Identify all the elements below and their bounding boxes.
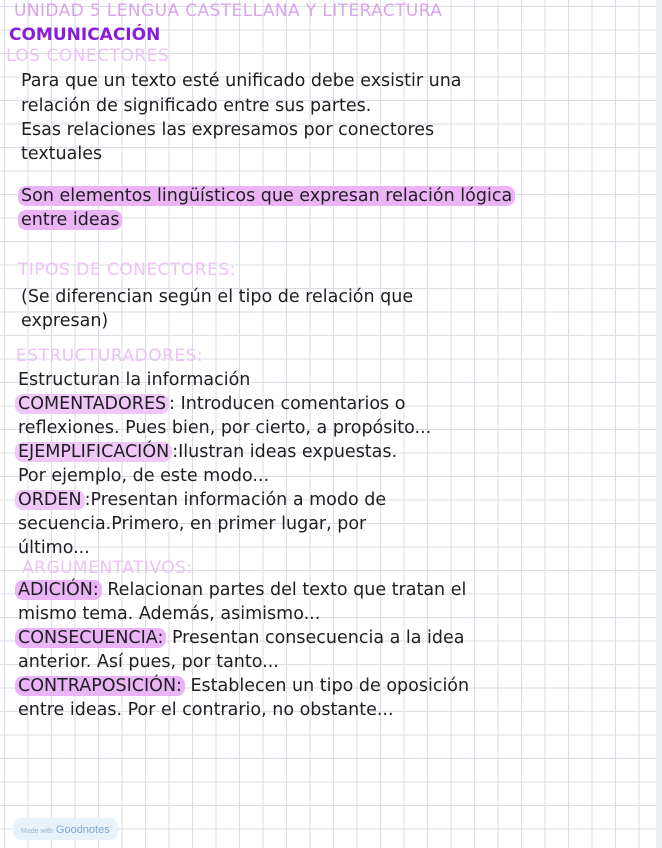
contraposicion-text: Establecen un tipo de oposición [184, 676, 470, 696]
adicion-examples: mismo tema. Además, asimismo... [18, 604, 321, 624]
intro-line: Esas relaciones las expresamos por conectores [21, 120, 435, 140]
ejemplificacion-examples: Por ejemplo, de este modo... [18, 466, 270, 486]
page-title: UNIDAD 5 LENGUA CASTELLANA Y LITERACTURA [14, 1, 443, 21]
estructuradores-desc: Estructuran la información [18, 370, 251, 390]
watermark-small-text: Made with [21, 828, 53, 835]
definition-highlight: Son elementos lingüísticos que expresan relación lógica [18, 186, 515, 206]
section-heading: COMUNICACIÓN [9, 25, 161, 45]
tipos-heading: TIPOS DE CONECTORES: [18, 260, 236, 280]
intro-line: Para que un texto esté unificado debe exsistir una [21, 71, 462, 91]
estructuradores-heading: ESTRUCTURADORES: [16, 346, 204, 366]
contraposicion-label: CONTRAPOSICIÓN: [15, 676, 185, 696]
goodnotes-watermark [13, 818, 118, 840]
adicion-text: Relacionan partes del texto que tratan el [101, 580, 467, 600]
consecuencia-text: Presentan consecuencia a la idea [166, 628, 465, 648]
contraposicion-examples: entre ideas. Por el contrario, no obstante... [18, 700, 394, 720]
intro-line: textuales [21, 144, 103, 164]
orden-text: :Presentan información a modo de [84, 490, 387, 510]
orden-examples: último... [18, 538, 90, 558]
definition-line [21, 212, 122, 230]
subsection-heading: LOS CONECTORES [6, 46, 170, 66]
adicion-line [18, 582, 466, 600]
orden-examples: secuencia.Primero, en primer lugar, por [18, 514, 367, 534]
contraposicion-line [18, 678, 469, 696]
page-edge [656, 0, 662, 848]
definition-line [21, 188, 515, 206]
comentadores-line [18, 396, 405, 414]
comentadores-label: COMENTADORES [15, 394, 169, 414]
watermark-brand: Goodnotes [55, 824, 110, 836]
argumentativos-heading: ARGUMENTATIVOS: [22, 558, 193, 578]
orden-line [18, 492, 386, 510]
tipos-line: (Se diferencian según el tipo de relación que [21, 287, 414, 307]
ejemplificacion-label: EJEMPLIFICACIÓN [15, 442, 172, 462]
ejemplificacion-line [18, 444, 397, 462]
definition-highlight: entre ideas [18, 210, 122, 230]
orden-label: ORDEN [15, 490, 85, 510]
comentadores-examples: reflexiones. Pues bien, por cierto, a propósito... [18, 418, 432, 438]
ejemplificacion-text: :Ilustran ideas expuestas. [172, 442, 398, 462]
consecuencia-line [18, 630, 465, 648]
intro-line: relación de significado entre sus partes. [21, 96, 372, 116]
comentadores-text: : Introducen comentarios o [169, 394, 406, 414]
adicion-label: ADICIÓN: [15, 580, 102, 600]
consecuencia-examples: anterior. Así pues, por tanto... [18, 652, 279, 672]
tipos-line: expresan) [21, 311, 109, 331]
consecuencia-label: CONSECUENCIA: [15, 628, 166, 648]
